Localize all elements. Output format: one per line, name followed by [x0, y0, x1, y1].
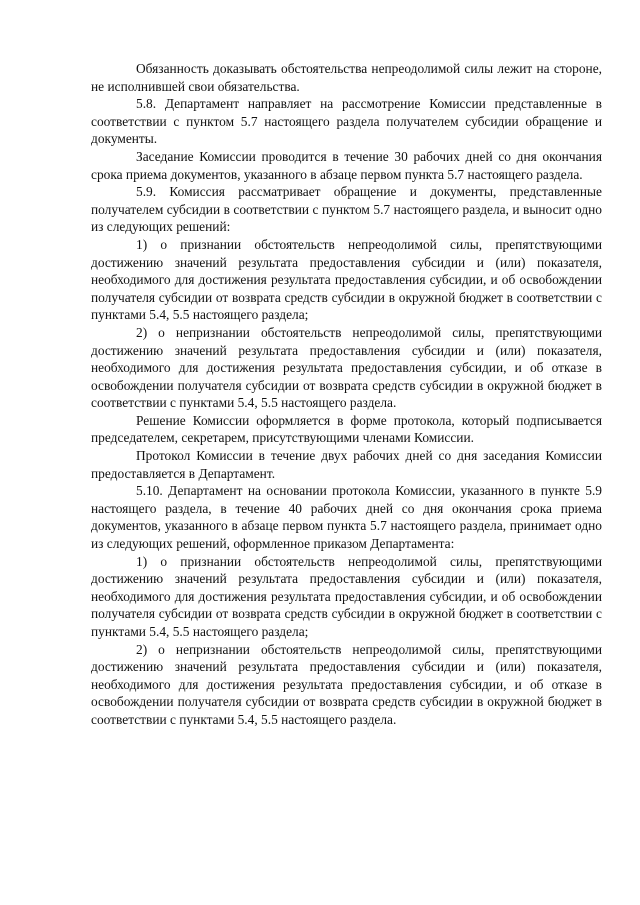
paragraph-protocol-delivery: Протокол Комиссии в течение двух рабочих дней со дня заседания Комиссии предоставляется в Департамент. [91, 448, 602, 481]
paragraph-5-9-item-1: 1) о признании обстоятельств непреодолимой силы, препятствующими достижению значений результата предоставления субсидии и (или) показателя, необходимого для достижения результата предоставления субсидии, и об освобождении получателя субсидии от возврата средств субсидии в окружной бюджет в соответствии с пунктами 5.4, 5.5 настоящего раздела; [91, 236, 602, 323]
paragraph-5-9-item-2: 2) о непризнании обстоятельств непреодолимой силы, препятствующими достижению значений результата предоставления субсидии и (или) показателя, необходимого для достижения результата предоставления субсидии, и об отказе в освобождении получателя субсидии от возврата средств субсидии в окружной бюджет в соответствии с пунктами 5.4, 5.5 настоящего раздела. [91, 324, 602, 411]
paragraph-5-10-item-2: 2) о непризнании обстоятельств непреодолимой силы, препятствующими достижению значений результата предоставления субсидии и (или) показателя, необходимого для достижения результата предоставления субсидии, и об отказе в освобождении получателя субсидии от возврата средств субсидии в окружной бюджет в соответствии с пунктами 5.4, 5.5 настоящего раздела. [91, 641, 602, 727]
paragraph-5-10-item-1: 1) о признании обстоятельств непреодолимой силы, препятствующими достижению значений результата предоставления субсидии и (или) показателя, необходимого для достижения результата предоставления субсидии, и об освобождении получателя субсидии от возврата средств субсидии в окружной бюджет в соответствии с пунктами 5.4, 5.5 настоящего раздела; [91, 553, 602, 639]
paragraph-5-10: 5.10. Департамент на основании протокола Комиссии, указанного в пункте 5.9 настоящего раздела, в течение 40 рабочих дней со дня окончания срока приема документов, указанного в абзаце первом пункта 5.7 настоящего раздела, принимает одно из следующих решений, оформленное приказом Департамента: [91, 483, 602, 552]
paragraph-commission-meeting: Заседание Комиссии проводится в течение 30 рабочих дней со дня окончания срока приема документов, указанного в абзаце первом пункта 5.7 настоящего раздела. [91, 148, 602, 182]
document-page [91, 60, 602, 729]
paragraph-5-9: 5.9. Комиссия рассматривает обращение и документы, представленные получателем субсидии в соответствии с пунктом 5.7 настоящего раздела, и выносит одно из следующих решений: [91, 184, 602, 235]
paragraph-protocol-form: Решение Комиссии оформляется в форме протокола, который подписывается председателем, секретарем, присутствующими членами Комиссии. [91, 412, 602, 446]
paragraph-5-8: 5.8. Департамент направляет на рассмотрение Комиссии представленные в соответствии с пунктом 5.7 настоящего раздела получателем субсидии обращение и документы. [91, 96, 602, 147]
paragraph-burden-of-proof: Обязанность доказывать обстоятельства непреодолимой силы лежит на стороне, не исполнившей свои обязательства. [91, 61, 602, 94]
